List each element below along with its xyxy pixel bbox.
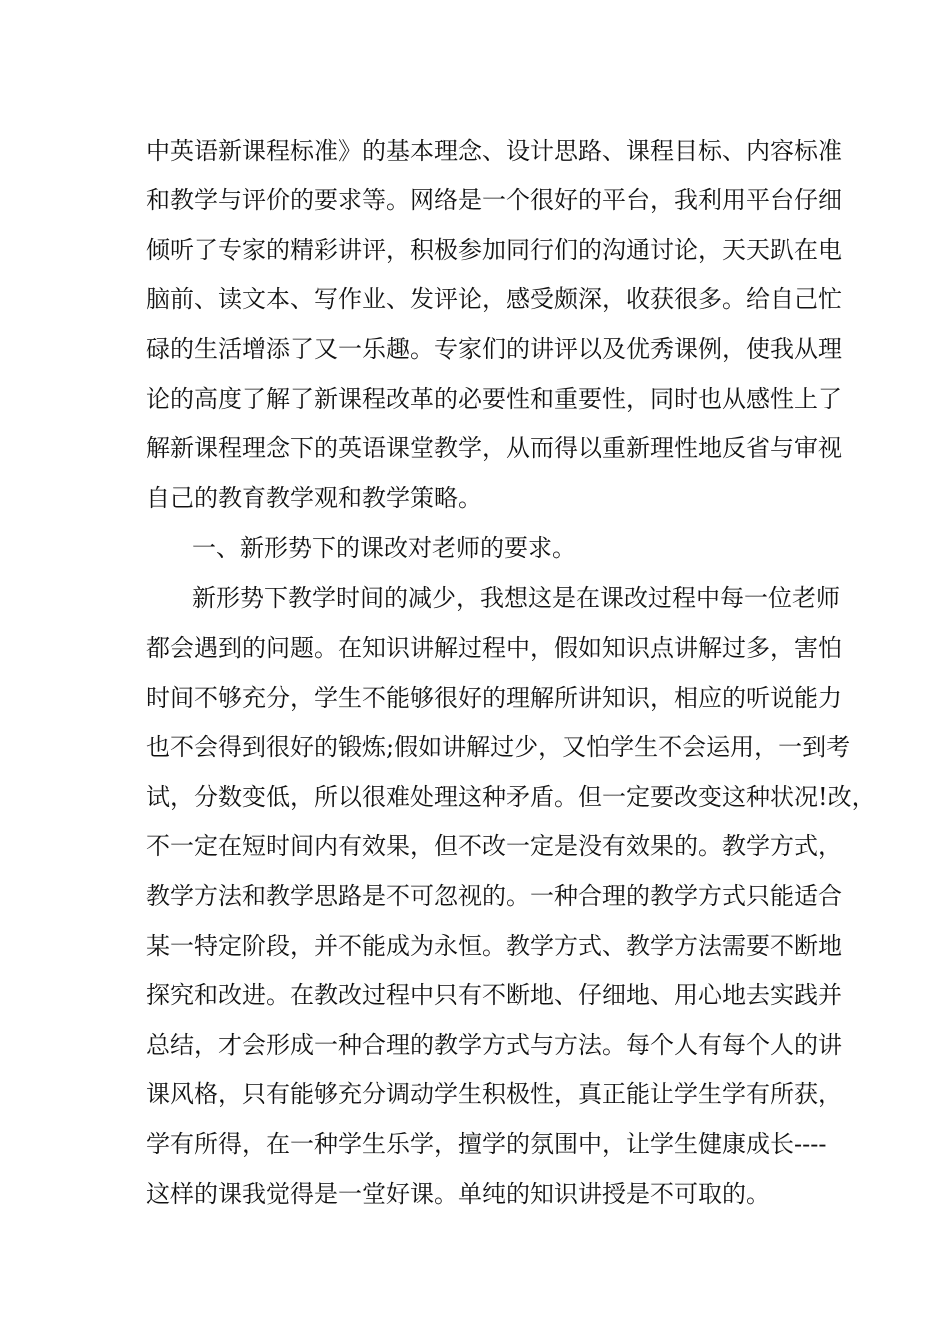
paragraph-2-line: 都会遇到的问题。在知识讲解过程中，假如知识点讲解过多，害怕 xyxy=(146,634,842,662)
paragraph-1-line: 碌的生活增添了又一乐趣。专家们的讲评以及优秀课例，使我从理 xyxy=(146,335,842,363)
paragraph-1-line: 解新课程理念下的英语课堂教学，从而得以重新理性地反省与审视 xyxy=(146,434,842,462)
paragraph-1-line: 论的高度了解了新课程改革的必要性和重要性，同时也从感性上了 xyxy=(146,385,842,413)
paragraph-2-line: 时间不够充分，学生不能够很好的理解所讲知识，相应的听说能力 xyxy=(146,684,842,712)
paragraph-2-line: 这样的课我觉得是一堂好课。单纯的知识讲授是不可取的。 xyxy=(146,1180,770,1208)
paragraph-2-line: 试，分数变低，所以很难处理这种矛盾。但一定要改变这种状况!改， xyxy=(146,783,876,811)
paragraph-1-line: 和教学与评价的要求等。网络是一个很好的平台，我利用平台仔细 xyxy=(146,186,842,214)
paragraph-1-line: 倾听了专家的精彩讲评，积极参加同行们的沟通讨论，天天趴在电 xyxy=(146,236,842,264)
paragraph-2-line: 探究和改进。在教改过程中只有不断地、仔细地、用心地去实践并 xyxy=(146,981,842,1009)
paragraph-2-line: 也不会得到很好的锻炼;假如讲解过少，又怕学生不会运用，一到考 xyxy=(146,733,851,761)
paragraph-2-line: 课风格，只有能够充分调动学生积极性，真正能让学生学有所获， xyxy=(146,1080,842,1108)
paragraph-1-line: 脑前、读文本、写作业、发评论，感受颇深，收获很多。给自己忙 xyxy=(146,285,842,313)
paragraph-2-line: 教学方法和教学思路是不可忽视的。一种合理的教学方式只能适合 xyxy=(146,882,842,910)
paragraph-2-line: 不一定在短时间内有效果，但不改一定是没有效果的。教学方式， xyxy=(146,832,842,860)
paragraph-1-line: 中英语新课程标准》的基本理念、设计思路、课程目标、内容标准 xyxy=(146,137,842,165)
section-heading: 一、新形势下的课改对老师的要求。 xyxy=(192,534,576,562)
paragraph-2-line: 新形势下教学时间的减少，我想这是在课改过程中每一位老师 xyxy=(192,584,840,612)
paragraph-2-line: 某一特定阶段，并不能成为永恒。教学方式、教学方法需要不断地 xyxy=(146,932,842,960)
paragraph-1-line: 自己的教育教学观和教学策略。 xyxy=(146,484,482,512)
paragraph-2-line: 总结，才会形成一种合理的教学方式与方法。每个人有每个人的讲 xyxy=(146,1031,842,1059)
paragraph-2-line: 学有所得，在一种学生乐学，擅学的氛围中，让学生健康成长---- xyxy=(146,1130,827,1158)
